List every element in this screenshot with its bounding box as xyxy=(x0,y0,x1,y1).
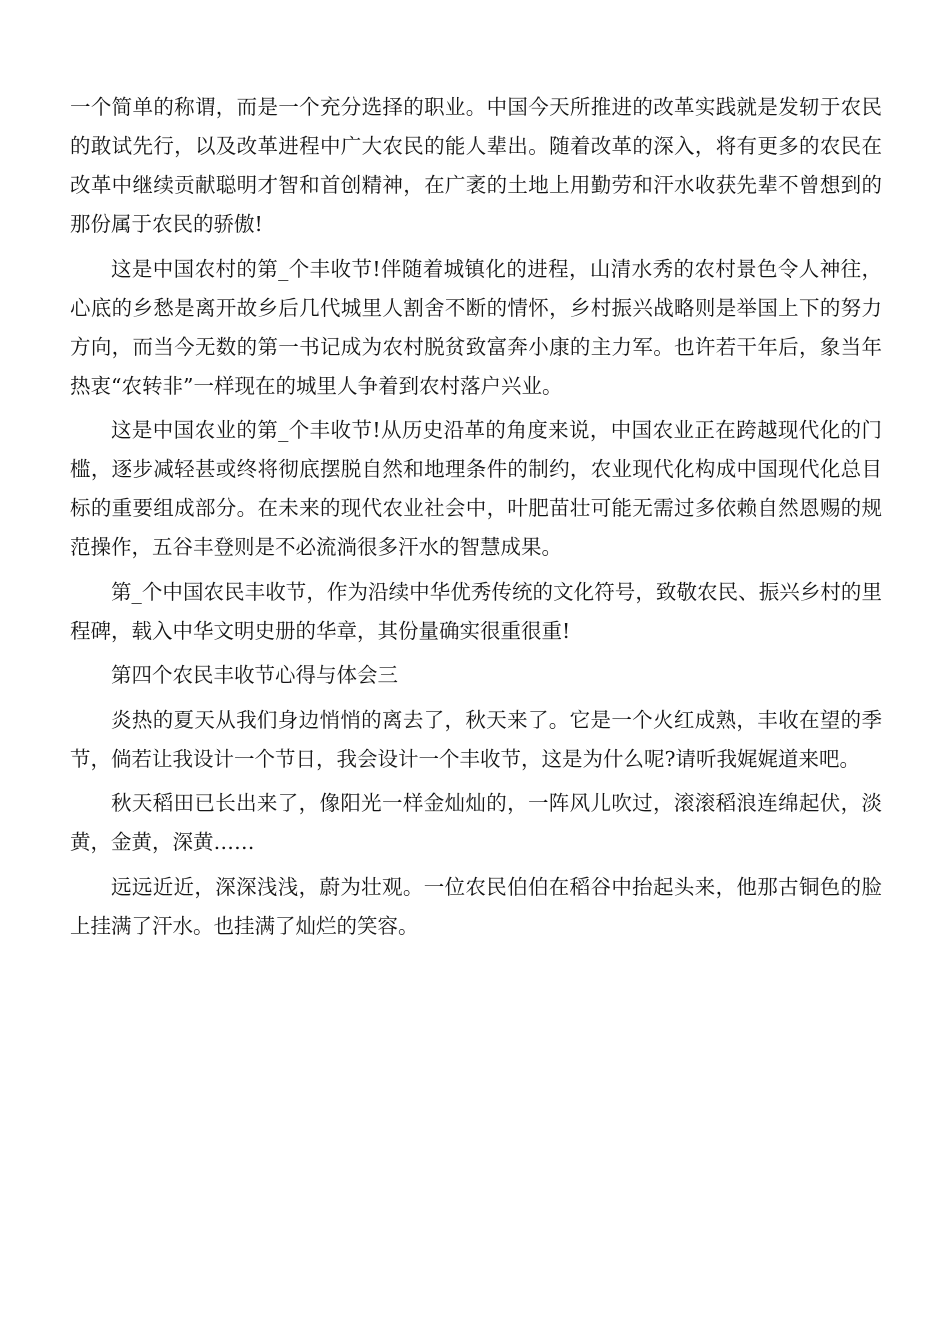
paragraph-6: 秋天稻田已长出来了，像阳光一样金灿灿的，一阵风儿吹过，滚滚稻浪连绵起伏，淡黄，金黄，深黄…… xyxy=(70,791,882,854)
paragraph-2: 这是中国农村的第_个丰收节!伴随着城镇化的进程，山清水秀的农村景色令人神往，心底的乡愁是离开故乡后几代城里人割舍不断的情怀，乡村振兴战略则是举国上下的努力方向，而当今无数的第一书记成为农村脱贫致富奔小康的主力军。也许若干年后，象当年热衷“农转非”一样现在的城里人争着到农村落户兴业。 xyxy=(70,256,882,398)
paragraph-1: 一个简单的称谓，而是一个充分选择的职业。中国今天所推进的改革实践就是发轫于农民的敢试先行，以及改革进程中广大农民的能人辈出。随着改革的深入，将有更多的农民在改革中继续贡献聪明才智和首创精神，在广袤的土地上用勤劳和汗水收获先辈不曾想到的那份属于农民的骄傲! xyxy=(70,95,882,236)
paragraph-5: 炎热的夏天从我们身边悄悄的离去了，秋天来了。它是一个火红成熟，丰收在望的季节，倘若让我设计一个节日，我会设计一个丰收节，这是为什么呢?请听我娓娓道来吧。 xyxy=(70,707,882,771)
document-page xyxy=(70,88,882,951)
paragraph-7: 远远近近，深深浅浅，蔚为壮观。一位农民伯伯在稻谷中抬起头来，他那古铜色的脸上挂满了汗水。也挂满了灿烂的笑容。 xyxy=(70,874,882,938)
section-heading: 第四个农民丰收节心得与体会三 xyxy=(111,663,398,687)
paragraph-4: 第_个中国农民丰收节，作为沿续中华优秀传统的文化符号，致敬农民、振兴乡村的里程碑，载入中华文明史册的华章，其份量确实很重很重! xyxy=(70,579,882,643)
paragraph-3: 这是中国农业的第_个丰收节!从历史沿革的角度来说，中国农业正在跨越现代化的门槛，逐步减轻甚或终将彻底摆脱自然和地理条件的制约，农业现代化构成中国现代化总目标的重要组成部分。在未来的现代农业社会中，叶肥苗壮可能无需过多依赖自然恩赐的规范操作，五谷丰登则是不必流淌很多汗水的智慧成果。 xyxy=(70,418,882,559)
